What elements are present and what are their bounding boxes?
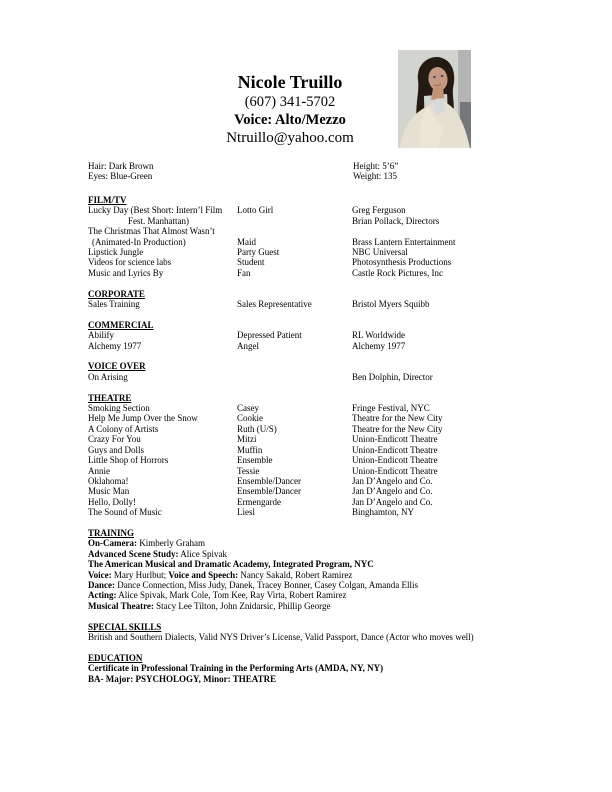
training-value: Alice Spivak, Mark Cole, Tom Kee, Ray Virta, Robert Ramirez xyxy=(116,590,347,601)
section-title-education: EDUCATION xyxy=(88,652,143,663)
credit-title: Music Man xyxy=(88,486,130,497)
section-corporate xyxy=(88,289,524,310)
credit-role: Ensemble/Dancer xyxy=(237,486,301,497)
credit-role: Muffin xyxy=(237,444,263,455)
credit-title: Lucky Day (Best Short: Intern’l Film xyxy=(88,205,223,216)
section-title-theatre: THEATRE xyxy=(88,392,132,403)
credit-company: Union-Endicott Theatre xyxy=(352,455,438,466)
credit-line xyxy=(88,257,524,267)
credit-role: Mitzi xyxy=(237,434,257,445)
credit-company: Brian Pollack, Directors xyxy=(352,215,440,226)
stats-right xyxy=(353,161,398,182)
training-line xyxy=(88,580,524,590)
section-film-tv xyxy=(88,195,524,278)
training-value: Alice Spivak xyxy=(178,548,228,559)
training-line xyxy=(88,570,524,580)
credit-line xyxy=(88,434,524,444)
credit-role: Casey xyxy=(237,403,259,414)
credit-role: Tessie xyxy=(237,465,260,476)
credit-title: Fest. Manhattan) xyxy=(128,215,189,226)
height-stat: Height: 5’6” xyxy=(353,161,399,171)
eyes-stat: Eyes: Blue-Green xyxy=(88,171,153,182)
text-line: BA- Major: PSYCHOLOGY, Minor: THEATRE xyxy=(88,673,277,684)
credit-role: Maid xyxy=(237,236,256,247)
credit-role: Ensemble xyxy=(237,455,273,466)
voice-type: Voice: Alto/Mezzo xyxy=(234,112,346,128)
section-theatre xyxy=(88,393,524,518)
training-value: Mary Hurlbut; xyxy=(111,569,169,580)
credit-company: Brass Lantern Entertainment xyxy=(352,236,456,247)
credit-company: Union-Endicott Theatre xyxy=(352,434,438,445)
credit-role: Ensemble/Dancer xyxy=(237,475,301,486)
credit-role: Cookie xyxy=(237,413,263,424)
credit-line xyxy=(88,341,524,351)
credit-title: Hello, Dolly! xyxy=(88,496,136,507)
credit-company: Fringe Festival, NYC xyxy=(352,403,430,414)
credit-company: Castle Rock Pictures, Inc xyxy=(352,267,443,278)
training-value: Nancy Sakald, Robert Ramirez xyxy=(238,569,353,580)
credit-title: Crazy For You xyxy=(88,434,141,445)
credit-role: Ruth (U/S) xyxy=(237,423,277,434)
credit-title: Oklahoma! xyxy=(88,475,129,486)
credit-line xyxy=(88,299,524,309)
credit-company: Jan D’Angelo and Co. xyxy=(352,486,433,497)
credit-role: Ermengarde xyxy=(237,496,281,507)
credit-company: Jan D’Angelo and Co. xyxy=(352,475,433,486)
credit-line xyxy=(88,445,524,455)
section-training xyxy=(88,528,524,611)
credit-company: Theatre for the New City xyxy=(352,413,443,424)
credit-title: Smoking Section xyxy=(88,403,150,414)
stats-left xyxy=(88,161,153,182)
credit-line xyxy=(88,372,524,382)
credit-company: Bristol Myers Squibb xyxy=(352,299,430,310)
credit-line xyxy=(88,226,524,236)
credit-title: Annie xyxy=(88,465,110,476)
credit-title: The Christmas That Almost Wasn’t xyxy=(88,226,215,237)
credit-title: Little Shop of Horrors xyxy=(88,455,169,466)
section-title-corporate: CORPORATE xyxy=(88,288,145,299)
credit-company xyxy=(352,226,524,236)
text-line: Certificate in Professional Training in the Performing Arts (AMDA, NY, NY) xyxy=(88,663,384,674)
credit-company: Ben Dolphin, Director xyxy=(352,371,433,382)
credit-line xyxy=(88,403,524,413)
credit-title: Abilify xyxy=(88,330,114,341)
credit-line xyxy=(88,466,524,476)
training-label: Acting: xyxy=(88,590,117,601)
credit-role: Angel xyxy=(237,340,259,351)
resume-body xyxy=(88,195,524,694)
credit-role xyxy=(237,226,352,236)
credit-role: Fan xyxy=(237,267,251,278)
training-label: Dance: xyxy=(88,579,115,590)
credit-title: Sales Training xyxy=(88,299,140,310)
credit-role: Liesl xyxy=(237,507,255,518)
credit-company: Union-Endicott Theatre xyxy=(352,444,438,455)
headshot-photo xyxy=(398,50,471,148)
section-education xyxy=(88,653,524,684)
credit-line xyxy=(88,486,524,496)
credit-line xyxy=(88,424,524,434)
credit-line xyxy=(88,455,524,465)
credit-line xyxy=(88,237,524,247)
training-line xyxy=(88,590,524,600)
credit-title: On Arising xyxy=(88,371,128,382)
training-label: On-Camera: xyxy=(88,538,137,549)
credit-role: Party Guest xyxy=(237,247,280,258)
phone-number: (607) 341-5702 xyxy=(244,94,336,110)
email-address: Ntruillo@yahoo.com xyxy=(226,130,354,146)
section-title-special-skills: SPECIAL SKILLS xyxy=(88,621,162,632)
credit-company: NBC Universal xyxy=(352,247,408,258)
training-line xyxy=(88,549,524,559)
credit-line xyxy=(88,507,524,517)
credit-title: Music and Lyrics By xyxy=(88,267,164,278)
credit-title: Guys and Dolls xyxy=(88,444,144,455)
credit-line xyxy=(88,216,524,226)
credit-line xyxy=(88,268,524,278)
credit-title: Lipstick Jungle xyxy=(88,247,144,258)
section-title-voice-over: VOICE OVER xyxy=(88,361,146,372)
training-line xyxy=(88,538,524,548)
credit-role xyxy=(237,216,352,226)
credit-role: Lotto Girl xyxy=(237,205,274,216)
section-special-skills xyxy=(88,622,524,643)
credit-line xyxy=(88,413,524,423)
credit-title: Help Me Jump Over the Snow xyxy=(88,413,198,424)
credit-title: Alchemy 1977 xyxy=(88,340,142,351)
training-label: Advanced Scene Study: xyxy=(88,548,179,559)
section-voice-over xyxy=(88,361,524,382)
training-value: Dance Connection, Miss Judy, Danek, Tracey Bonner, Casey Colgan, Amanda Ellis xyxy=(115,579,419,590)
credit-company: Union-Endicott Theatre xyxy=(352,465,438,476)
credit-line xyxy=(88,476,524,486)
training-line xyxy=(88,559,524,569)
training-line xyxy=(88,601,524,611)
text-line: British and Southern Dialects, Valid NYS Driver’s License, Valid Passport, Dance (Actor who moves well) xyxy=(88,631,474,642)
training-value: Stacy Lee Tilton, John Znidarsic, Phillip George xyxy=(153,600,331,611)
credit-title: (Animated-In Production) xyxy=(92,236,186,247)
credit-company: Alchemy 1977 xyxy=(352,340,406,351)
credit-title: A Colony of Artists xyxy=(88,423,159,434)
credit-line xyxy=(88,205,524,215)
credit-line xyxy=(88,330,524,340)
credit-role: Sales Representative xyxy=(237,299,312,310)
credit-role: Depressed Patient xyxy=(237,330,302,341)
training-label: Voice and Speech: xyxy=(168,569,239,580)
person-name: Nicole Truillo xyxy=(237,72,343,92)
weight-stat: Weight: 135 xyxy=(353,171,398,182)
credit-company: Theatre for the New City xyxy=(352,423,443,434)
credit-company: RL Worldwide xyxy=(352,330,406,341)
credit-line xyxy=(88,497,524,507)
credit-company: Binghamton, NY xyxy=(352,507,414,518)
section-title-commercial: COMMERCIAL xyxy=(88,319,154,330)
training-value: Kimberly Graham xyxy=(137,538,205,549)
section-title-training: TRAINING xyxy=(88,527,135,538)
credit-role xyxy=(237,372,352,382)
credit-company: Greg Ferguson xyxy=(352,205,406,216)
credit-role: Student xyxy=(237,257,265,268)
credit-company: Jan D’Angelo and Co. xyxy=(352,496,433,507)
section-title-film-tv: FILM/TV xyxy=(88,195,127,205)
hair-stat: Hair: Dark Brown xyxy=(88,161,154,171)
credit-title: Videos for science labs xyxy=(88,257,172,268)
section-commercial xyxy=(88,320,524,351)
training-label: The American Musical and Dramatic Academy, Integrated Program, NYC xyxy=(88,559,374,570)
training-label: Musical Theatre: xyxy=(88,600,154,611)
training-label: Voice: xyxy=(88,569,112,580)
credit-line xyxy=(88,247,524,257)
credit-title: The Sound of Music xyxy=(88,507,162,518)
credit-company: Photosynthesis Productions xyxy=(352,257,452,268)
